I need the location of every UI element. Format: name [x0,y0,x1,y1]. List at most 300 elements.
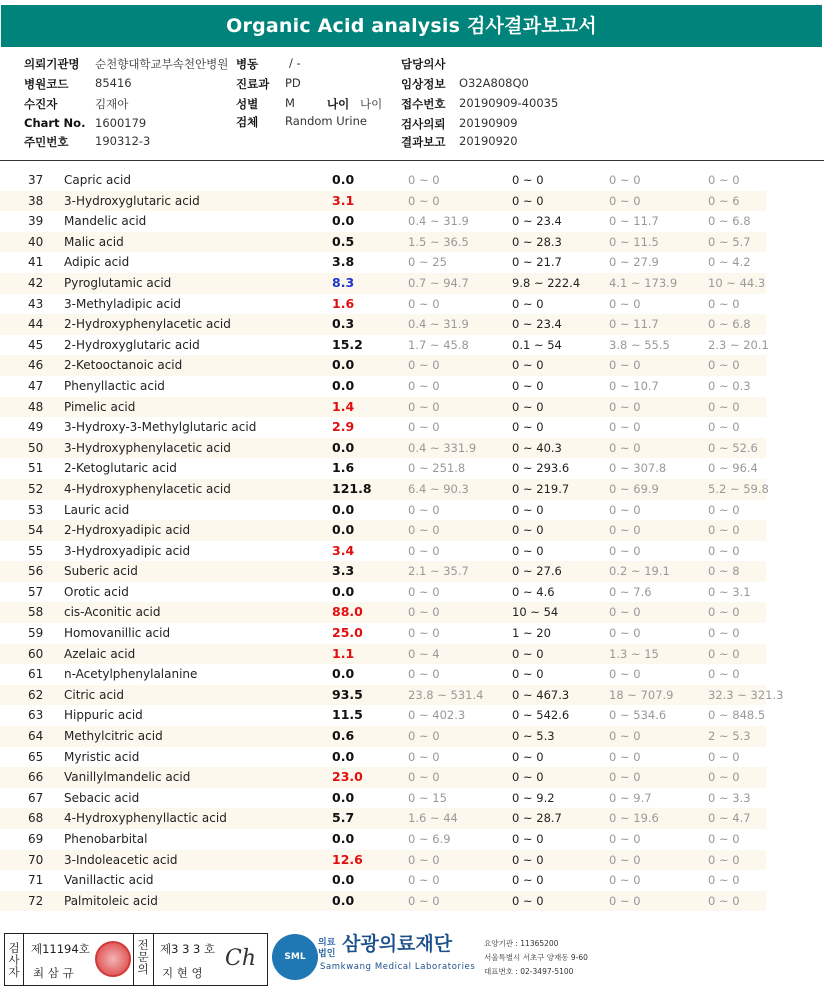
table-row [0,767,766,788]
foundation-prefix-text: 의료 법인 [318,938,336,959]
result-value: 0.0 [332,748,355,764]
reference-range-4: 0 ~ 0 [708,749,740,764]
analyte-name: 3-Hydroxyadipic acid [64,543,191,558]
reference-range-3: 0 ~ 0 [609,193,641,208]
patient-label: 수진자 [24,97,58,111]
row-number: 37 [28,173,44,187]
chart-no-label: Chart No. [24,116,86,130]
reference-range-2: 0 ~ 40.3 [512,440,562,455]
result-value: 3.4 [332,542,355,558]
reference-range-3: 0 ~ 0 [609,832,641,846]
reference-range-1: 0 ~ 0 [408,667,440,682]
reference-range-3: 0 ~ 0 [609,605,641,620]
reference-range-4: 0 ~ 8 [708,564,740,579]
reference-range-4: 0 ~ 4.2 [708,255,751,270]
reference-range-3: 0 ~ 0 [609,543,641,558]
analyte-name: Lauric acid [64,502,130,517]
table-row [0,170,766,191]
analyte-name: 3-Methyladipic acid [64,296,182,311]
reference-range-4: 0 ~ 0 [708,832,740,846]
table-row [0,397,766,418]
row-number: 72 [28,893,44,908]
id-number-value: 190312-3 [95,134,151,148]
result-value: 0.0 [332,357,355,373]
reference-range-2: 0 ~ 0 [512,770,544,785]
reference-range-3: 0 ~ 0 [609,626,641,641]
reference-range-3: 0 ~ 0 [609,749,641,764]
reference-range-1: 0 ~ 6.9 [408,832,451,846]
reference-range-1: 0 ~ 0 [408,399,440,414]
analyte-name: 3-Indoleacetic acid [64,852,178,867]
result-value: 3.1 [332,192,355,208]
reference-range-2: 0 ~ 0 [512,646,544,661]
result-value: 0.6 [332,728,355,744]
row-number: 52 [28,481,44,496]
reference-range-1: 0 ~ 0 [408,543,440,558]
table-row [0,335,769,356]
table-row [0,273,766,294]
reference-range-3: 0 ~ 0 [609,893,641,908]
row-number: 65 [28,749,44,764]
result-value: 0.0 [332,666,355,682]
reference-range-3: 0 ~ 0 [609,667,641,682]
reference-range-2: 0 ~ 0 [512,852,544,867]
reference-range-4: 0 ~ 0 [708,852,740,867]
analyte-name: 2-Hydroxyadipic acid [64,523,191,538]
table-row [0,294,766,315]
reference-range-1: 0 ~ 15 [408,790,447,805]
table-row [0,664,766,685]
analyte-name: 4-Hydroxyphenylacetic acid [64,481,231,496]
reference-range-2: 0 ~ 23.4 [512,214,562,229]
specialist-license: 제3 3 3 호 [160,942,216,956]
row-number: 68 [28,811,44,826]
analyte-name: Phenobarbital [64,832,148,846]
analyte-name: 3-Hydroxyphenylacetic acid [64,440,231,455]
analyte-name: Myristic acid [64,749,140,764]
result-value: 12.6 [332,851,363,867]
row-number: 62 [28,687,44,702]
reference-range-2: 0 ~ 21.7 [512,255,562,270]
table-row [0,747,766,768]
request-date-value: 20190909 [459,116,518,130]
reference-range-2: 9.8 ~ 222.4 [512,275,581,290]
specialist-name: 지 현 영 [162,966,203,980]
reference-range-3: 0 ~ 0 [609,502,641,517]
reference-range-4: 0 ~ 5.7 [708,234,751,249]
foundation-name: 삼광의료재단 [342,933,453,955]
result-value: 1.4 [332,398,355,414]
row-number: 67 [28,790,44,805]
table-row [0,479,769,500]
reference-range-2: 0 ~ 5.3 [512,729,555,744]
reference-range-1: 0 ~ 0 [408,605,440,620]
reference-range-2: 0 ~ 293.6 [512,461,570,476]
reference-range-4: 0 ~ 3.3 [708,790,751,805]
reference-range-4: 0 ~ 848.5 [708,708,766,723]
result-value: 15.2 [332,336,363,352]
table-row [0,623,766,644]
clinical-info-value: O32A808Q0 [459,76,529,90]
result-value: 0.0 [332,831,355,846]
result-value: 1.1 [332,645,355,661]
table-row [0,438,766,459]
reference-range-2: 0 ~ 0 [512,378,544,393]
result-value: 93.5 [332,686,363,702]
reference-range-1: 0.4 ~ 31.9 [408,317,469,332]
reference-range-1: 0 ~ 0 [408,358,440,373]
reference-range-4: 0 ~ 0 [708,420,740,435]
reference-range-4: 0 ~ 0 [708,873,740,888]
result-value: 88.0 [332,604,363,620]
receipt-value: 20190909-40035 [459,96,559,110]
analyte-name: Vanillactic acid [64,873,154,888]
reference-range-1: 0 ~ 4 [408,646,440,661]
clinical-info-label: 임상정보 [401,77,446,91]
reference-range-2: 0 ~ 4.6 [512,584,555,599]
age-value: 나이 [360,97,383,111]
reference-range-2: 0 ~ 0 [512,832,544,846]
row-number: 66 [28,770,44,785]
department-label: 진료과 [236,77,270,91]
reference-range-4: 2 ~ 5.3 [708,729,751,744]
reference-range-3: 0 ~ 0 [609,173,641,187]
row-number: 64 [28,729,44,744]
result-value: 0.0 [332,213,355,229]
row-number: 44 [28,317,44,332]
reference-range-2: 0.1 ~ 54 [512,337,562,352]
hospital-code-label: 병원코드 [24,77,69,91]
request-date-label: 검사의뢰 [401,117,446,131]
reference-range-1: 0 ~ 0 [408,523,440,538]
reference-range-1: 0 ~ 0 [408,749,440,764]
ward-value: / - [289,56,301,70]
reference-range-3: 1.3 ~ 15 [609,646,659,661]
reference-range-1: 0 ~ 0 [408,626,440,641]
reference-range-2: 0 ~ 0 [512,523,544,538]
receipt-label: 접수번호 [401,97,446,111]
reference-range-4: 0 ~ 96.4 [708,461,758,476]
analyte-name: cis-Aconitic acid [64,605,161,620]
reference-range-4: 0 ~ 0.3 [708,378,751,393]
reference-range-3: 0 ~ 0 [609,523,641,538]
row-number: 47 [28,378,44,393]
analyte-name: n-Acetylphenylalanine [64,667,198,682]
reference-range-2: 0 ~ 28.7 [512,811,562,826]
reference-range-4: 2.3 ~ 20.1 [708,337,769,352]
reference-range-1: 23.8 ~ 531.4 [408,687,484,702]
result-value: 3.3 [332,563,355,579]
row-number: 69 [28,832,44,846]
reference-range-3: 0 ~ 11.7 [609,214,659,229]
reference-range-1: 0 ~ 0 [408,193,440,208]
table-row [0,685,784,706]
reference-range-1: 6.4 ~ 90.3 [408,481,469,496]
reference-range-4: 0 ~ 0 [708,399,740,414]
row-number: 40 [28,234,44,249]
reference-range-1: 1.7 ~ 45.8 [408,337,469,352]
table-row [0,211,766,232]
reference-range-1: 0 ~ 0 [408,420,440,435]
result-value: 0.0 [332,892,355,908]
reference-range-2: 0 ~ 0 [512,420,544,435]
sml-logo-icon: SML [272,934,318,980]
reference-range-3: 0 ~ 0 [609,399,641,414]
result-value: 0.0 [332,501,355,517]
report-date-label: 결과보고 [401,135,446,149]
reference-range-4: 5.2 ~ 59.8 [708,481,769,496]
reference-range-2: 0 ~ 0 [512,358,544,373]
reference-range-3: 0 ~ 19.6 [609,811,659,826]
reference-range-1: 0.7 ~ 94.7 [408,275,469,290]
result-value: 0.0 [332,172,355,187]
report-title: Organic Acid analysis 검사결과보고서 [1,5,822,47]
result-value: 0.5 [332,233,355,249]
reference-range-2: 0 ~ 0 [512,399,544,414]
row-number: 54 [28,523,44,538]
analyte-name: Capric acid [64,173,131,187]
table-row [0,458,766,479]
inspector-label: 검사자 [8,941,20,979]
reference-range-4: 10 ~ 44.3 [708,275,766,290]
analyte-name: Homovanillic acid [64,626,171,641]
analyte-name: 2-Ketooctanoic acid [64,358,183,373]
specimen-value: Random Urine [285,114,367,128]
table-row [0,602,766,623]
reference-range-1: 0 ~ 0 [408,893,440,908]
reference-range-3: 0.2 ~ 19.1 [609,564,670,579]
hospital-code-value: 85416 [95,76,132,90]
reference-range-1: 0 ~ 0 [408,584,440,599]
row-number: 55 [28,543,44,558]
analyte-name: Sebacic acid [64,790,140,805]
table-row [0,314,766,335]
reference-range-1: 0 ~ 0 [408,873,440,888]
analyte-name: Phenyllactic acid [64,378,165,393]
reference-range-2: 0 ~ 219.7 [512,481,570,496]
analyte-name: Pyroglutamic acid [64,275,172,290]
table-row [0,850,766,871]
patient-info-panel [0,47,824,160]
reference-range-4: 0 ~ 0 [708,605,740,620]
reference-range-3: 0 ~ 0 [609,729,641,744]
analyte-name: 2-Hydroxyphenylacetic acid [64,317,231,332]
result-value: 0.0 [332,439,355,455]
table-row [0,252,766,273]
table-row [0,808,766,829]
result-value: 0.0 [332,583,355,599]
result-value: 2.9 [332,419,355,435]
signature-icon: Ch [225,946,257,971]
reference-range-2: 0 ~ 0 [512,667,544,682]
reference-range-4: 0 ~ 0 [708,173,740,187]
reference-range-1: 0 ~ 251.8 [408,461,466,476]
institution-code: 요양기관 : 11365200 [484,939,559,948]
specimen-label: 검체 [236,115,259,129]
result-value: 23.0 [332,769,363,785]
result-value: 3.8 [332,254,355,270]
divider [153,934,154,985]
reference-range-4: 0 ~ 6.8 [708,214,751,229]
table-row [0,232,766,253]
reference-range-1: 0.4 ~ 31.9 [408,214,469,229]
row-number: 60 [28,646,44,661]
reference-range-1: 0 ~ 402.3 [408,708,466,723]
analyte-name: Suberic acid [64,564,138,579]
reference-range-1: 0 ~ 0 [408,852,440,867]
row-number: 46 [28,358,44,373]
reference-range-4: 0 ~ 0 [708,626,740,641]
foundation-prefix [318,938,340,960]
foundation-address: 서울특별시 서초구 양재동 9-60 [484,953,588,962]
table-row [0,191,766,212]
analyte-name: 2-Hydroxyglutaric acid [64,337,200,352]
reference-range-2: 1 ~ 20 [512,626,551,641]
analyte-name: 4-Hydroxyphenyllactic acid [64,811,227,826]
row-number: 53 [28,502,44,517]
row-number: 71 [28,873,44,888]
row-number: 50 [28,440,44,455]
reference-range-1: 0 ~ 0 [408,378,440,393]
reference-range-4: 0 ~ 6 [708,193,740,208]
table-row [0,355,766,376]
analyte-name: 3-Hydroxy-3-Methylglutaric acid [64,420,257,435]
analyte-name: Hippuric acid [64,708,143,723]
reference-range-3: 0 ~ 11.7 [609,317,659,332]
reference-range-3: 0 ~ 9.7 [609,790,652,805]
institution-value: 순천향대학교부속천안병원 [95,57,229,71]
analyte-name: Palmitoleic acid [64,893,158,908]
row-number: 57 [28,584,44,599]
reference-range-2: 0 ~ 9.2 [512,790,555,805]
reference-range-1: 0.4 ~ 331.9 [408,440,477,455]
department-value: PD [285,76,301,90]
result-value: 0.0 [332,522,355,538]
reference-range-3: 0 ~ 11.5 [609,234,659,249]
reference-range-2: 0 ~ 28.3 [512,234,562,249]
reference-range-3: 0 ~ 7.6 [609,584,652,599]
analyte-name: Methylcitric acid [64,729,163,744]
row-number: 63 [28,708,44,723]
row-number: 56 [28,564,44,579]
row-number: 41 [28,255,44,270]
row-number: 48 [28,399,44,414]
reference-range-4: 32.3 ~ 321.3 [708,687,784,702]
reference-range-4: 0 ~ 0 [708,893,740,908]
id-number-label: 주민번호 [24,135,69,149]
reference-range-2: 0 ~ 0 [512,193,544,208]
reference-range-2: 0 ~ 0 [512,296,544,311]
reference-range-4: 0 ~ 3.1 [708,584,751,599]
table-row [0,726,766,747]
reference-range-3: 0 ~ 0 [609,770,641,785]
inspector-name: 최 삼 규 [33,966,74,980]
chart-no-value: 1600179 [95,116,147,130]
divider [133,934,134,985]
reference-range-4: 0 ~ 0 [708,523,740,538]
result-value: 0.0 [332,789,355,805]
analyte-name: Azelaic acid [64,646,136,661]
reference-range-1: 0 ~ 0 [408,729,440,744]
table-row [0,644,766,665]
row-number: 42 [28,275,44,290]
sex-value: M [285,96,295,110]
table-row [0,870,766,891]
divider [23,934,24,985]
table-row [0,561,766,582]
row-number: 49 [28,420,44,435]
result-value: 121.8 [332,480,372,496]
result-value: 1.6 [332,295,355,311]
result-value: 0.0 [332,377,355,393]
reference-range-1: 0 ~ 0 [408,296,440,311]
reference-range-4: 0 ~ 6.8 [708,317,751,332]
reference-range-3: 18 ~ 707.9 [609,687,674,702]
foundation-phone: 대표번호 : 02-3497-5100 [484,967,574,976]
reference-range-3: 0 ~ 534.6 [609,708,667,723]
row-number: 51 [28,461,44,476]
reference-range-1: 0 ~ 25 [408,255,447,270]
table-row [0,582,766,603]
reference-range-1: 1.5 ~ 36.5 [408,234,469,249]
reference-range-2: 0 ~ 0 [512,893,544,908]
row-number: 45 [28,337,44,352]
analyte-name: Mandelic acid [64,214,147,229]
reference-range-3: 4.1 ~ 173.9 [609,275,678,290]
result-value: 0.3 [332,316,355,332]
sex-label: 성별 [236,97,259,111]
table-row [0,376,766,397]
official-seal-icon [95,941,131,977]
specialist-label: 전문의 [137,938,149,976]
analyte-name: Pimelic acid [64,399,136,414]
analyte-name: 2-Ketoglutaric acid [64,461,177,476]
reference-range-3: 0 ~ 10.7 [609,378,659,393]
table-row [0,891,766,912]
reference-range-2: 0 ~ 27.6 [512,564,562,579]
doctor-label: 담당의사 [401,57,446,71]
reference-range-3: 0 ~ 0 [609,420,641,435]
table-row [0,541,766,562]
report-footer [0,930,824,990]
reference-range-2: 0 ~ 0 [512,749,544,764]
reference-range-4: 0 ~ 0 [708,502,740,517]
reference-range-1: 2.1 ~ 35.7 [408,564,469,579]
ward-label: 병동 [236,57,259,71]
results-table [0,170,784,911]
reference-range-4: 0 ~ 0 [708,296,740,311]
reference-range-3: 0 ~ 0 [609,440,641,455]
result-value: 1.6 [332,460,355,476]
analyte-name: Vanillylmandelic acid [64,770,191,785]
row-number: 43 [28,296,44,311]
analyte-name: Citric acid [64,687,124,702]
result-value: 5.7 [332,810,355,826]
reference-range-4: 0 ~ 0 [708,646,740,661]
reference-range-2: 0 ~ 23.4 [512,317,562,332]
table-row [0,500,766,521]
reference-range-4: 0 ~ 0 [708,770,740,785]
reference-range-3: 0 ~ 69.9 [609,481,659,496]
result-value: 0.0 [332,872,355,888]
reference-range-1: 0 ~ 0 [408,770,440,785]
foundation-english-name: Samkwang Medical Laboratories [320,962,476,972]
row-number: 70 [28,852,44,867]
row-number: 38 [28,193,44,208]
row-number: 61 [28,667,44,682]
reference-range-2: 0 ~ 542.6 [512,708,570,723]
reference-range-3: 0 ~ 307.8 [609,461,667,476]
